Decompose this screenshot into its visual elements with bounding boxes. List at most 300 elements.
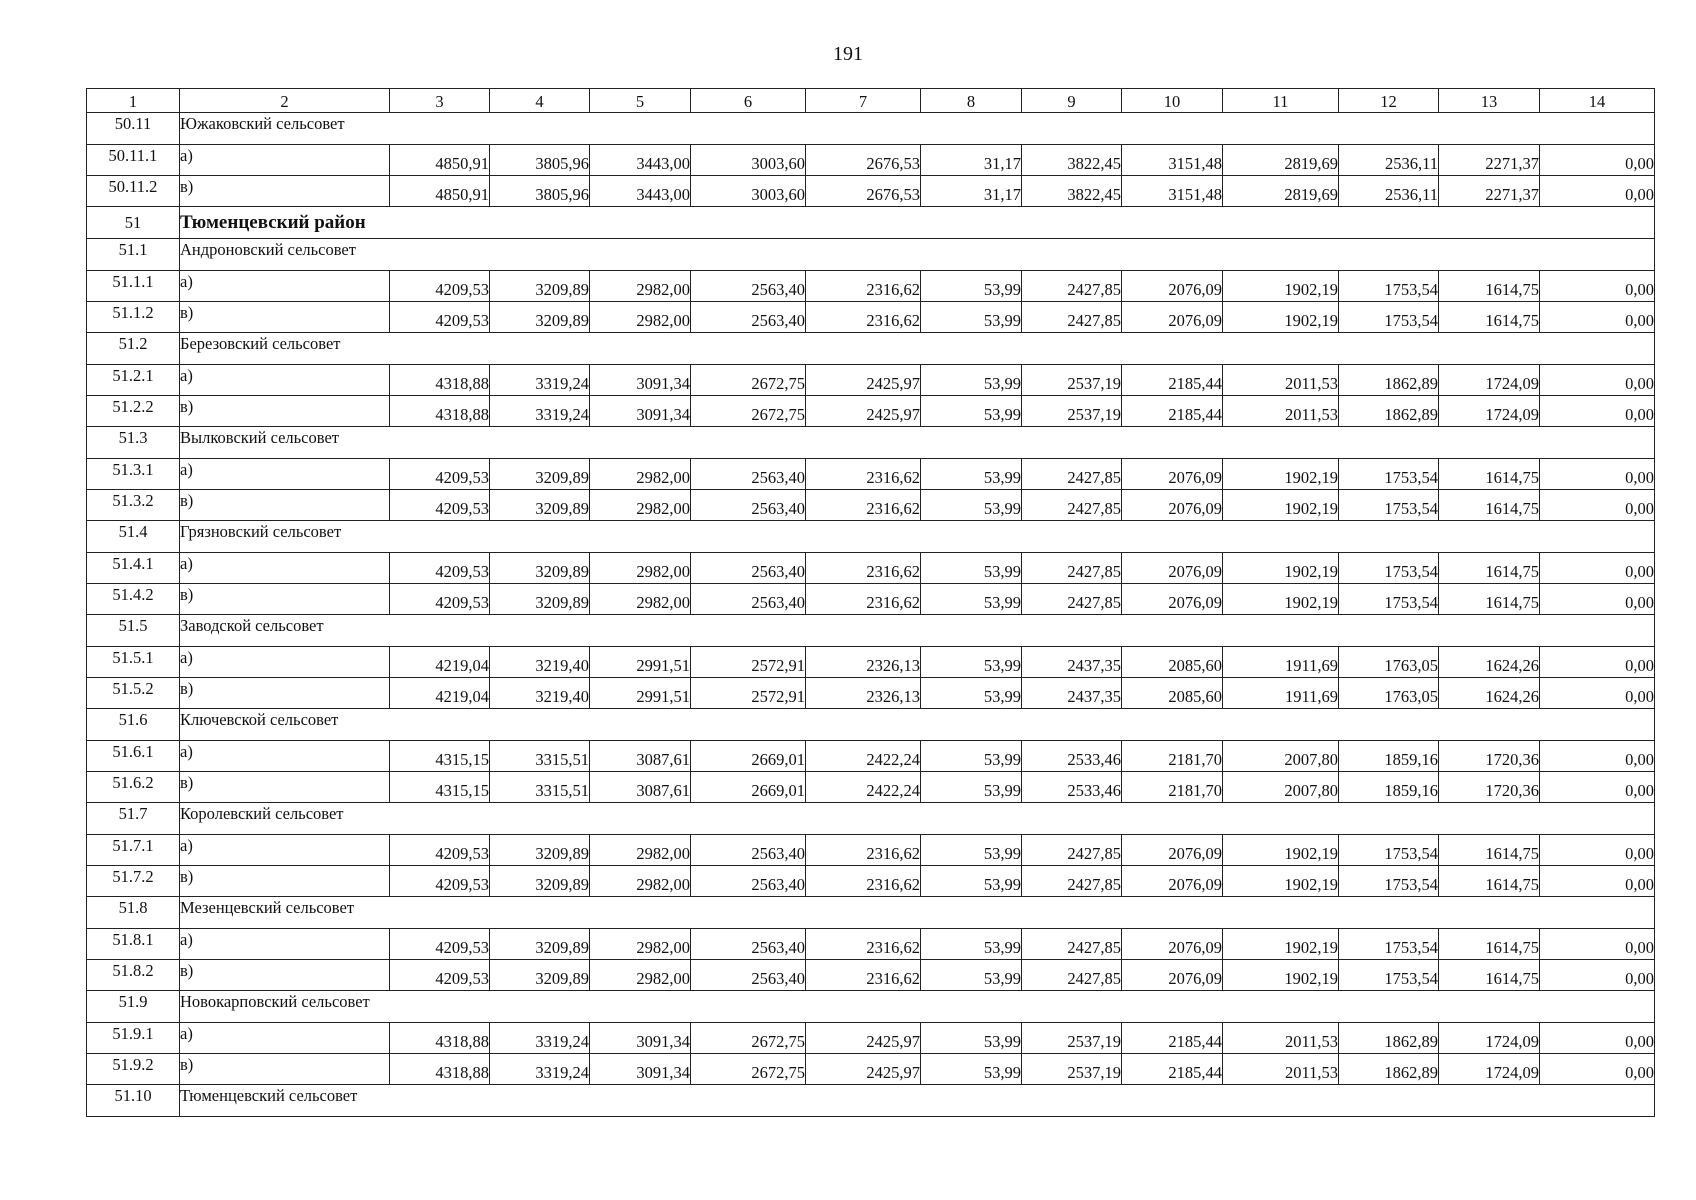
row-code: 51.1.1: [87, 271, 180, 302]
row-code: 51.1.2: [87, 302, 180, 333]
section-name: Ключевской сельсовет: [180, 709, 1655, 741]
table-row: [87, 960, 1655, 991]
section-name: Вылковский сельсовет: [180, 427, 1655, 459]
district-row: [87, 207, 1655, 239]
value-cell-col-5: 3087,61: [590, 741, 691, 772]
value-cell-col-7: 2316,62: [806, 866, 921, 897]
value-cell-col-6: 2669,01: [691, 741, 806, 772]
row-code: 51.10: [87, 1085, 180, 1117]
value-cell-col-10: 2076,09: [1122, 960, 1223, 991]
value-cell-col-3: 4209,53: [390, 866, 490, 897]
table-row: [87, 866, 1655, 897]
column-header-14: 14: [1540, 89, 1655, 113]
row-label: в): [180, 302, 390, 333]
value-cell-col-11: 2007,80: [1223, 772, 1339, 803]
row-label: в): [180, 678, 390, 709]
value-cell-col-8: 53,99: [921, 553, 1022, 584]
value-cell-col-6: 2572,91: [691, 678, 806, 709]
page-number: 191: [833, 43, 863, 65]
value-cell-col-12: 1862,89: [1339, 1023, 1439, 1054]
row-code: 51.8.2: [87, 960, 180, 991]
value-cell-col-7: 2316,62: [806, 929, 921, 960]
value-cell-col-13: 1720,36: [1439, 772, 1540, 803]
value-cell-col-8: 31,17: [921, 176, 1022, 207]
value-cell-col-3: 4209,53: [390, 490, 490, 521]
value-cell-col-3: 4318,88: [390, 1023, 490, 1054]
value-cell-col-4: 3219,40: [490, 678, 590, 709]
value-cell-col-14: 0,00: [1540, 772, 1655, 803]
table-row: [87, 741, 1655, 772]
row-code: 51.6.1: [87, 741, 180, 772]
value-cell-col-12: 1753,54: [1339, 960, 1439, 991]
value-cell-col-9: 2427,85: [1022, 490, 1122, 521]
value-cell-col-9: 2437,35: [1022, 647, 1122, 678]
value-cell-col-9: 2427,85: [1022, 553, 1122, 584]
value-cell-col-5: 2991,51: [590, 678, 691, 709]
row-label: в): [180, 396, 390, 427]
value-cell-col-9: 2537,19: [1022, 365, 1122, 396]
value-cell-col-6: 2572,91: [691, 647, 806, 678]
value-cell-col-7: 2326,13: [806, 678, 921, 709]
value-cell-col-4: 3209,89: [490, 866, 590, 897]
value-cell-col-7: 2316,62: [806, 960, 921, 991]
row-label: а): [180, 271, 390, 302]
row-code: 51.5: [87, 615, 180, 647]
table-row: [87, 396, 1655, 427]
value-cell-col-5: 3091,34: [590, 1023, 691, 1054]
value-cell-col-12: 1753,54: [1339, 271, 1439, 302]
value-cell-col-6: 2563,40: [691, 866, 806, 897]
value-cell-col-10: 2076,09: [1122, 866, 1223, 897]
value-cell-col-7: 2425,97: [806, 1054, 921, 1085]
value-cell-col-6: 2672,75: [691, 396, 806, 427]
value-cell-col-13: 2271,37: [1439, 176, 1540, 207]
value-cell-col-8: 53,99: [921, 584, 1022, 615]
value-cell-col-12: 1862,89: [1339, 1054, 1439, 1085]
table-row: [87, 1054, 1655, 1085]
row-code: 51.4.1: [87, 553, 180, 584]
value-cell-col-5: 2982,00: [590, 302, 691, 333]
value-cell-col-11: 1902,19: [1223, 584, 1339, 615]
value-cell-col-14: 0,00: [1540, 866, 1655, 897]
value-cell-col-7: 2316,62: [806, 835, 921, 866]
value-cell-col-4: 3209,89: [490, 271, 590, 302]
row-code: 51.3.2: [87, 490, 180, 521]
value-cell-col-14: 0,00: [1540, 678, 1655, 709]
table-body: [87, 113, 1655, 1117]
section-name: Тюменцевский сельсовет: [180, 1085, 1655, 1117]
value-cell-col-14: 0,00: [1540, 960, 1655, 991]
row-code: 51.2: [87, 333, 180, 365]
value-cell-col-11: 1902,19: [1223, 960, 1339, 991]
value-cell-col-13: 1614,75: [1439, 302, 1540, 333]
value-cell-col-9: 2537,19: [1022, 1054, 1122, 1085]
value-cell-col-7: 2316,62: [806, 459, 921, 490]
value-cell-col-12: 1859,16: [1339, 741, 1439, 772]
value-cell-col-11: 1902,19: [1223, 459, 1339, 490]
column-header-13: 13: [1439, 89, 1540, 113]
value-cell-col-6: 2563,40: [691, 553, 806, 584]
value-cell-col-13: 1614,75: [1439, 553, 1540, 584]
value-cell-col-7: 2316,62: [806, 271, 921, 302]
row-label: а): [180, 365, 390, 396]
value-cell-col-13: 1724,09: [1439, 365, 1540, 396]
section-name: Грязновский сельсовет: [180, 521, 1655, 553]
value-cell-col-11: 2819,69: [1223, 145, 1339, 176]
value-cell-col-14: 0,00: [1540, 741, 1655, 772]
value-cell-col-7: 2316,62: [806, 584, 921, 615]
value-cell-col-11: 2011,53: [1223, 1023, 1339, 1054]
table-row: [87, 490, 1655, 521]
header-row: [87, 89, 1655, 113]
row-label: а): [180, 835, 390, 866]
value-cell-col-6: 3003,60: [691, 145, 806, 176]
value-cell-col-14: 0,00: [1540, 176, 1655, 207]
value-cell-col-8: 53,99: [921, 1023, 1022, 1054]
value-cell-col-4: 3315,51: [490, 772, 590, 803]
value-cell-col-4: 3209,89: [490, 302, 590, 333]
value-cell-col-11: 1902,19: [1223, 490, 1339, 521]
value-cell-col-6: 2563,40: [691, 835, 806, 866]
value-cell-col-12: 2536,11: [1339, 145, 1439, 176]
value-cell-col-5: 2991,51: [590, 647, 691, 678]
value-cell-col-8: 53,99: [921, 1054, 1022, 1085]
value-cell-col-12: 2536,11: [1339, 176, 1439, 207]
value-cell-col-7: 2316,62: [806, 302, 921, 333]
row-code: 51.2.1: [87, 365, 180, 396]
section-row: [87, 113, 1655, 145]
value-cell-col-13: 1720,36: [1439, 741, 1540, 772]
section-name: Березовский сельсовет: [180, 333, 1655, 365]
column-header-8: 8: [921, 89, 1022, 113]
value-cell-col-7: 2676,53: [806, 145, 921, 176]
value-cell-col-8: 53,99: [921, 866, 1022, 897]
value-cell-col-9: 2427,85: [1022, 960, 1122, 991]
value-cell-col-3: 4219,04: [390, 647, 490, 678]
value-cell-col-4: 3209,89: [490, 929, 590, 960]
value-cell-col-5: 2982,00: [590, 584, 691, 615]
section-name: Заводской сельсовет: [180, 615, 1655, 647]
value-cell-col-13: 2271,37: [1439, 145, 1540, 176]
value-cell-col-3: 4209,53: [390, 584, 490, 615]
value-cell-col-10: 2185,44: [1122, 1023, 1223, 1054]
value-cell-col-3: 4209,53: [390, 553, 490, 584]
row-code: 50.11.1: [87, 145, 180, 176]
value-cell-col-3: 4209,53: [390, 960, 490, 991]
value-cell-col-12: 1753,54: [1339, 553, 1439, 584]
value-cell-col-9: 2533,46: [1022, 741, 1122, 772]
value-cell-col-5: 2982,00: [590, 960, 691, 991]
value-cell-col-8: 53,99: [921, 678, 1022, 709]
section-row: [87, 239, 1655, 271]
tariff-table: [86, 88, 1655, 1117]
row-label: в): [180, 960, 390, 991]
value-cell-col-13: 1724,09: [1439, 1023, 1540, 1054]
row-code: 51.8.1: [87, 929, 180, 960]
table-row: [87, 365, 1655, 396]
section-row: [87, 709, 1655, 741]
value-cell-col-4: 3209,89: [490, 835, 590, 866]
value-cell-col-10: 2076,09: [1122, 835, 1223, 866]
value-cell-col-14: 0,00: [1540, 835, 1655, 866]
value-cell-col-13: 1724,09: [1439, 396, 1540, 427]
column-header-10: 10: [1122, 89, 1223, 113]
value-cell-col-4: 3219,40: [490, 647, 590, 678]
table-header: [87, 89, 1655, 113]
value-cell-col-7: 2422,24: [806, 741, 921, 772]
value-cell-col-14: 0,00: [1540, 929, 1655, 960]
column-header-12: 12: [1339, 89, 1439, 113]
value-cell-col-11: 2007,80: [1223, 741, 1339, 772]
value-cell-col-7: 2425,97: [806, 396, 921, 427]
value-cell-col-7: 2326,13: [806, 647, 921, 678]
column-header-2: 2: [180, 89, 390, 113]
value-cell-col-14: 0,00: [1540, 490, 1655, 521]
value-cell-col-10: 2185,44: [1122, 1054, 1223, 1085]
value-cell-col-4: 3209,89: [490, 490, 590, 521]
value-cell-col-10: 2076,09: [1122, 584, 1223, 615]
value-cell-col-5: 3091,34: [590, 396, 691, 427]
value-cell-col-4: 3805,96: [490, 145, 590, 176]
value-cell-col-9: 2427,85: [1022, 929, 1122, 960]
table-row: [87, 302, 1655, 333]
value-cell-col-9: 2427,85: [1022, 459, 1122, 490]
row-code: 51.7.2: [87, 866, 180, 897]
row-code: 51.5.2: [87, 678, 180, 709]
table-row: [87, 1023, 1655, 1054]
row-label: в): [180, 1054, 390, 1085]
section-name: Королевский сельсовет: [180, 803, 1655, 835]
value-cell-col-6: 2669,01: [691, 772, 806, 803]
value-cell-col-4: 3209,89: [490, 553, 590, 584]
value-cell-col-8: 53,99: [921, 396, 1022, 427]
value-cell-col-13: 1614,75: [1439, 866, 1540, 897]
row-code: 51.8: [87, 897, 180, 929]
value-cell-col-4: 3319,24: [490, 396, 590, 427]
section-row: [87, 991, 1655, 1023]
value-cell-col-5: 2982,00: [590, 553, 691, 584]
table-row: [87, 835, 1655, 866]
value-cell-col-10: 2085,60: [1122, 678, 1223, 709]
value-cell-col-3: 4318,88: [390, 396, 490, 427]
value-cell-col-11: 1902,19: [1223, 866, 1339, 897]
value-cell-col-13: 1614,75: [1439, 271, 1540, 302]
row-code: 51.9.1: [87, 1023, 180, 1054]
row-code: 51.5.1: [87, 647, 180, 678]
row-label: а): [180, 145, 390, 176]
value-cell-col-3: 4209,53: [390, 929, 490, 960]
row-label: а): [180, 929, 390, 960]
section-row: [87, 427, 1655, 459]
value-cell-col-8: 53,99: [921, 929, 1022, 960]
value-cell-col-5: 2982,00: [590, 459, 691, 490]
row-code: 51.3.1: [87, 459, 180, 490]
row-code: 50.11: [87, 113, 180, 145]
column-header-11: 11: [1223, 89, 1339, 113]
table-row: [87, 553, 1655, 584]
table-row: [87, 459, 1655, 490]
value-cell-col-13: 1614,75: [1439, 459, 1540, 490]
row-label: в): [180, 584, 390, 615]
value-cell-col-7: 2422,24: [806, 772, 921, 803]
value-cell-col-14: 0,00: [1540, 1023, 1655, 1054]
table-row: [87, 271, 1655, 302]
row-label: в): [180, 176, 390, 207]
section-name: Южаковский сельсовет: [180, 113, 1655, 145]
value-cell-col-9: 2537,19: [1022, 1023, 1122, 1054]
column-header-1: 1: [87, 89, 180, 113]
value-cell-col-10: 2185,44: [1122, 396, 1223, 427]
row-code: 51.9.2: [87, 1054, 180, 1085]
value-cell-col-11: 1911,69: [1223, 647, 1339, 678]
row-code: 51.2.2: [87, 396, 180, 427]
value-cell-col-13: 1724,09: [1439, 1054, 1540, 1085]
value-cell-col-13: 1614,75: [1439, 929, 1540, 960]
value-cell-col-8: 53,99: [921, 647, 1022, 678]
row-code: 51.7.1: [87, 835, 180, 866]
value-cell-col-14: 0,00: [1540, 145, 1655, 176]
value-cell-col-10: 2076,09: [1122, 929, 1223, 960]
value-cell-col-5: 3091,34: [590, 1054, 691, 1085]
value-cell-col-5: 2982,00: [590, 835, 691, 866]
value-cell-col-7: 2425,97: [806, 365, 921, 396]
value-cell-col-4: 3319,24: [490, 1023, 590, 1054]
table-row: [87, 929, 1655, 960]
value-cell-col-9: 3822,45: [1022, 176, 1122, 207]
value-cell-col-3: 4318,88: [390, 1054, 490, 1085]
value-cell-col-10: 2181,70: [1122, 772, 1223, 803]
value-cell-col-14: 0,00: [1540, 365, 1655, 396]
section-row: [87, 333, 1655, 365]
value-cell-col-7: 2316,62: [806, 553, 921, 584]
value-cell-col-10: 3151,48: [1122, 145, 1223, 176]
column-header-4: 4: [490, 89, 590, 113]
column-header-7: 7: [806, 89, 921, 113]
value-cell-col-11: 2011,53: [1223, 396, 1339, 427]
column-header-3: 3: [390, 89, 490, 113]
value-cell-col-8: 53,99: [921, 302, 1022, 333]
row-code: 51.6.2: [87, 772, 180, 803]
value-cell-col-14: 0,00: [1540, 553, 1655, 584]
value-cell-col-10: 2181,70: [1122, 741, 1223, 772]
value-cell-col-4: 3315,51: [490, 741, 590, 772]
value-cell-col-4: 3805,96: [490, 176, 590, 207]
value-cell-col-13: 1614,75: [1439, 490, 1540, 521]
row-label: а): [180, 553, 390, 584]
row-code: 51.4: [87, 521, 180, 553]
section-row: [87, 897, 1655, 929]
value-cell-col-3: 4318,88: [390, 365, 490, 396]
value-cell-col-5: 3091,34: [590, 365, 691, 396]
value-cell-col-8: 53,99: [921, 271, 1022, 302]
value-cell-col-5: 2982,00: [590, 929, 691, 960]
value-cell-col-13: 1614,75: [1439, 960, 1540, 991]
value-cell-col-10: 2076,09: [1122, 459, 1223, 490]
row-label: а): [180, 1023, 390, 1054]
value-cell-col-12: 1753,54: [1339, 302, 1439, 333]
value-cell-col-13: 1624,26: [1439, 647, 1540, 678]
row-label: в): [180, 490, 390, 521]
value-cell-col-4: 3209,89: [490, 960, 590, 991]
section-name: Мезенцевский сельсовет: [180, 897, 1655, 929]
value-cell-col-10: 2085,60: [1122, 647, 1223, 678]
value-cell-col-7: 2676,53: [806, 176, 921, 207]
row-label: в): [180, 866, 390, 897]
value-cell-col-9: 2427,85: [1022, 835, 1122, 866]
value-cell-col-10: 3151,48: [1122, 176, 1223, 207]
value-cell-col-3: 4209,53: [390, 302, 490, 333]
value-cell-col-14: 0,00: [1540, 396, 1655, 427]
row-code: 51.9: [87, 991, 180, 1023]
value-cell-col-4: 3319,24: [490, 1054, 590, 1085]
value-cell-col-11: 2011,53: [1223, 365, 1339, 396]
value-cell-col-10: 2185,44: [1122, 365, 1223, 396]
value-cell-col-6: 2563,40: [691, 302, 806, 333]
value-cell-col-11: 1902,19: [1223, 929, 1339, 960]
value-cell-col-6: 3003,60: [691, 176, 806, 207]
value-cell-col-3: 4850,91: [390, 145, 490, 176]
table-row: [87, 145, 1655, 176]
row-code: 51.7: [87, 803, 180, 835]
value-cell-col-11: 1911,69: [1223, 678, 1339, 709]
value-cell-col-5: 3443,00: [590, 145, 691, 176]
table-row: [87, 584, 1655, 615]
value-cell-col-8: 53,99: [921, 490, 1022, 521]
value-cell-col-14: 0,00: [1540, 584, 1655, 615]
value-cell-col-10: 2076,09: [1122, 490, 1223, 521]
value-cell-col-11: 1902,19: [1223, 302, 1339, 333]
value-cell-col-14: 0,00: [1540, 459, 1655, 490]
value-cell-col-7: 2425,97: [806, 1023, 921, 1054]
value-cell-col-12: 1753,54: [1339, 459, 1439, 490]
value-cell-col-14: 0,00: [1540, 1054, 1655, 1085]
row-label: а): [180, 459, 390, 490]
section-row: [87, 521, 1655, 553]
value-cell-col-9: 2427,85: [1022, 271, 1122, 302]
value-cell-col-8: 53,99: [921, 960, 1022, 991]
value-cell-col-14: 0,00: [1540, 647, 1655, 678]
row-code: 51.1: [87, 239, 180, 271]
value-cell-col-5: 2982,00: [590, 271, 691, 302]
row-label: а): [180, 647, 390, 678]
district-name: Тюменцевский район: [180, 207, 1655, 239]
value-cell-col-6: 2563,40: [691, 271, 806, 302]
table-row: [87, 772, 1655, 803]
value-cell-col-14: 0,00: [1540, 302, 1655, 333]
value-cell-col-6: 2563,40: [691, 490, 806, 521]
value-cell-col-6: 2563,40: [691, 459, 806, 490]
value-cell-col-4: 3209,89: [490, 584, 590, 615]
value-cell-col-9: 2427,85: [1022, 302, 1122, 333]
value-cell-col-6: 2563,40: [691, 584, 806, 615]
value-cell-col-12: 1753,54: [1339, 835, 1439, 866]
value-cell-col-12: 1753,54: [1339, 866, 1439, 897]
table-row: [87, 176, 1655, 207]
value-cell-col-11: 1902,19: [1223, 271, 1339, 302]
value-cell-col-5: 2982,00: [590, 490, 691, 521]
value-cell-col-12: 1862,89: [1339, 365, 1439, 396]
value-cell-col-9: 2533,46: [1022, 772, 1122, 803]
value-cell-col-12: 1753,54: [1339, 929, 1439, 960]
value-cell-col-3: 4219,04: [390, 678, 490, 709]
section-name: Андроновский сельсовет: [180, 239, 1655, 271]
value-cell-col-7: 2316,62: [806, 490, 921, 521]
value-cell-col-13: 1624,26: [1439, 678, 1540, 709]
value-cell-col-11: 1902,19: [1223, 835, 1339, 866]
value-cell-col-14: 0,00: [1540, 271, 1655, 302]
row-code: 51.4.2: [87, 584, 180, 615]
value-cell-col-9: 2427,85: [1022, 866, 1122, 897]
